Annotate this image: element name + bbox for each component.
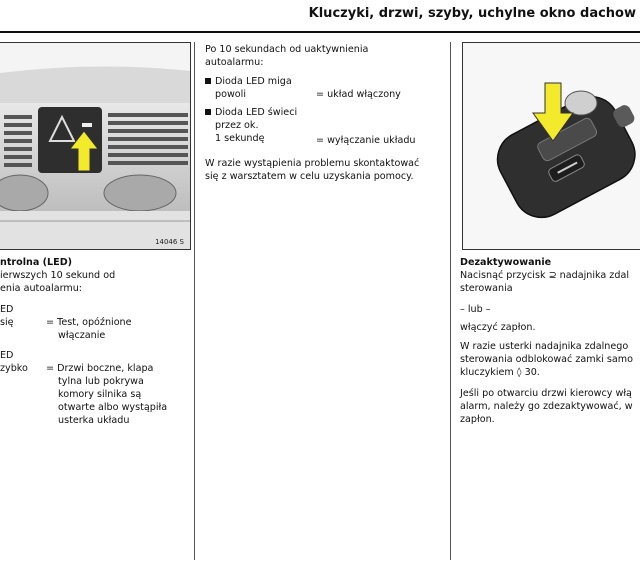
middle-bullet2-label-1: Dioda LED świeci [215, 107, 298, 118]
middle-intro-line-1: Po 10 sekundach od uaktywnienia [205, 44, 369, 55]
page-header-title: Kluczyki, drzwi, szyby, uchylne okno dachow [308, 6, 636, 21]
middle-bullet2-line-1 [205, 107, 297, 120]
left-item2-value-2: tylna lub pokrywa [58, 376, 144, 387]
right-p4-line-1: Jeśli po otwarciu drzwi kierowcy włą [460, 388, 632, 399]
middle-bullet1-label-1: Dioda LED miga [215, 76, 292, 87]
dashboard-illustration [0, 43, 190, 249]
right-p3-line-3: kluczykiem ◊ 30. [460, 367, 540, 378]
left-item2-value-3: komory silnika są [58, 389, 142, 400]
left-item1-label-2: się [0, 317, 14, 328]
left-item2-value-5: usterka układu [58, 415, 130, 426]
left-item2-label-1: ED [0, 350, 14, 361]
middle-note-line-1: W razie wystąpienia problemu skontaktować [205, 158, 420, 169]
left-intro-line-2: enia autoalarmu: [0, 283, 83, 294]
right-heading: Dezaktywowanie [460, 257, 552, 268]
column-divider-right [450, 42, 451, 560]
right-p1-line-1: Nacisnąć przycisk ⊇ nadajnika zdal [460, 270, 629, 281]
column-divider-left [194, 42, 195, 560]
middle-note-line-2: się z warsztatem w celu uzyskania pomocy. [205, 171, 414, 182]
middle-bullet1-line-1 [205, 76, 292, 89]
key-fob-figure [462, 42, 640, 250]
left-item1-value-1: = Test, opóźnione [46, 317, 132, 328]
middle-bullet2-label-3: 1 sekundę [215, 133, 265, 144]
middle-bullet1-value: = układ włączony [316, 89, 401, 100]
bullet-square-icon [205, 109, 211, 115]
figure-number: 14046 S [155, 238, 184, 246]
right-p4-line-3: zapłon. [460, 414, 495, 425]
right-p3-line-2: sterowania odblokować zamki samo [460, 354, 634, 365]
left-heading: ntrolna (LED) [0, 257, 73, 268]
left-item1-label-1: ED [0, 304, 14, 315]
left-item1-value-2: włączanie [58, 330, 106, 341]
bullet-square-icon [205, 78, 211, 84]
right-p2: włączyć zapłon. [460, 322, 536, 333]
right-or: – lub – [460, 304, 491, 315]
middle-bullet1-label-2: powoli [215, 89, 247, 100]
dashboard-led-figure [0, 42, 191, 250]
left-intro-line-1: ierwszych 10 sekund od [0, 270, 116, 281]
header-rule [0, 31, 640, 33]
left-item2-value-1: = Drzwi boczne, klapa [46, 363, 154, 374]
right-p3-line-1: W razie usterki nadajnika zdalnego [460, 341, 629, 352]
left-item2-value-4: otwarte albo wystąpiła [58, 402, 168, 413]
middle-bullet2-label-2: przez ok. [215, 120, 259, 131]
middle-intro-line-2: autoalarmu: [205, 57, 264, 68]
middle-bullet2-value: = wyłączanie układu [316, 135, 416, 146]
right-p1-line-2: sterowania [460, 283, 513, 294]
right-p4-line-2: alarm, należy go zdezaktywować, w [460, 401, 633, 412]
key-fob-illustration [463, 43, 640, 249]
left-item2-label-2: zybko [0, 363, 28, 374]
